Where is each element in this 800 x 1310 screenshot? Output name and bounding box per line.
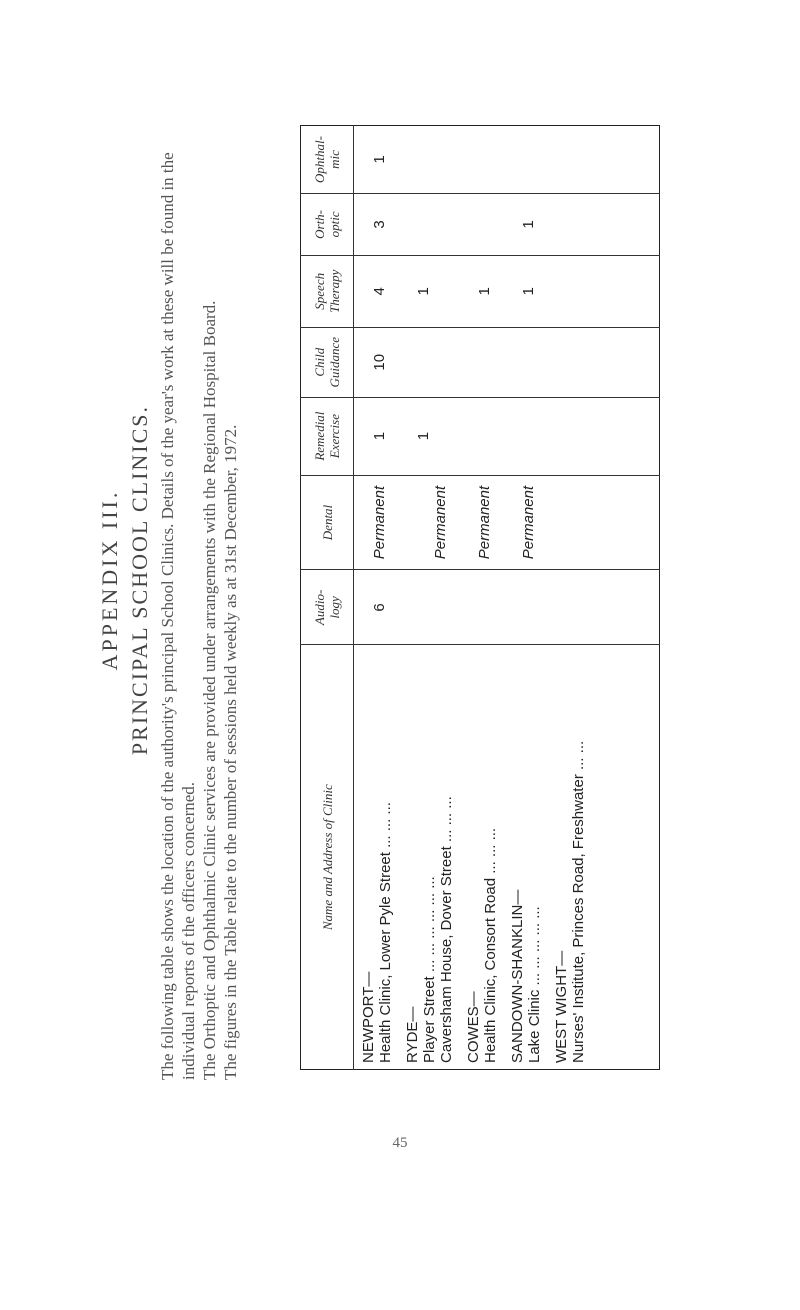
value-group [459, 328, 493, 397]
table-cell [432, 194, 449, 255]
table-cell [398, 570, 415, 644]
table-cell [459, 476, 476, 570]
table-cell: 3 [371, 220, 388, 229]
value-group [503, 194, 537, 255]
value-group [547, 328, 581, 397]
table-cell: Permanent [476, 485, 493, 560]
value-group [547, 476, 581, 570]
table-cell [432, 398, 449, 475]
clinic-group [509, 649, 543, 1063]
value-group [398, 194, 449, 255]
page-number: 45 [392, 1135, 408, 1151]
value-group [503, 570, 537, 644]
table-cell [354, 328, 371, 397]
header-audiology: Audio- logy [301, 570, 354, 645]
table-cell [415, 570, 432, 644]
table-cell [503, 476, 520, 570]
table-cell [354, 126, 371, 193]
table-cell [432, 126, 449, 193]
value-group [398, 328, 449, 397]
clinics-table [300, 125, 660, 1070]
table-cell [415, 328, 432, 397]
table-cell [459, 194, 476, 255]
value-group [547, 256, 581, 327]
table-cell [503, 328, 520, 397]
table-cell [476, 194, 493, 255]
table-cell [354, 570, 371, 644]
value-group [398, 126, 449, 193]
table-cell [398, 476, 415, 570]
page-title: PRINCIPAL SCHOOL CLINICS. [127, 404, 152, 756]
table-cell [547, 256, 564, 327]
value-group [398, 398, 449, 475]
table-cell [503, 256, 520, 327]
table-cell: 1 [520, 287, 537, 296]
dental-column [354, 475, 660, 570]
table-cell [547, 476, 564, 570]
clinic-town: COWES— [465, 991, 482, 1063]
table-cell [520, 398, 537, 475]
table-cell: 1 [415, 431, 432, 441]
table-cell [564, 476, 581, 570]
table-cell [520, 328, 537, 397]
clinic-group [553, 649, 587, 1063]
clinic-address: Health Clinic, Lower Pyle Street ... ... ... [377, 802, 394, 1063]
value-group [354, 194, 388, 255]
orthoptic-paragraph: The Orthoptic and Ophthalmic Clinic services are provided under arrangements with the Regional Hospital Board. [200, 300, 219, 1080]
clinic-address: Nurses' Institute, Princes Road, Freshwater ... ... [570, 740, 587, 1063]
table-cell [564, 126, 581, 193]
clinic-town: SANDOWN-SHANKLIN— [509, 889, 526, 1063]
table-cell [398, 398, 415, 475]
header-dental: Dental [301, 475, 354, 570]
table-cell [459, 126, 476, 193]
value-group [354, 126, 388, 193]
table-cell [476, 398, 493, 475]
value-group [398, 476, 449, 570]
table-cell [476, 570, 493, 644]
table-cell [564, 328, 581, 397]
value-group [547, 194, 581, 255]
table-cell [520, 570, 537, 644]
table-cell [547, 126, 564, 193]
table-cell: 10 [371, 353, 388, 371]
value-group [459, 194, 493, 255]
value-group [459, 256, 493, 327]
table-body-row [354, 126, 660, 1070]
clinic-town: WEST WIGHT— [553, 950, 570, 1063]
clinic-address: Health Clinic, Consort Road ... ... ... [482, 827, 499, 1063]
value-group [459, 398, 493, 475]
table-cell [547, 398, 564, 475]
table-cell: 4 [371, 287, 388, 296]
table-cell [476, 126, 493, 193]
table-cell [415, 476, 432, 570]
table-cell [354, 398, 371, 475]
clinic-names-column [354, 645, 660, 1070]
header-orthoptic: Orth- optic [301, 193, 354, 255]
table-cell [459, 398, 476, 475]
table-header-row [301, 126, 354, 1070]
table-cell: 1 [520, 220, 537, 229]
table-cell [503, 194, 520, 255]
value-group [354, 256, 388, 327]
table-cell [432, 570, 449, 644]
table-cell: 1 [415, 287, 432, 296]
clinic-address: Lake Clinic ... ... ... ... ... [526, 906, 543, 1063]
value-group [459, 476, 493, 570]
table-cell [459, 570, 476, 644]
table-cell [432, 256, 449, 327]
value-group [503, 328, 537, 397]
table-cell [564, 570, 581, 644]
table-cell: 1 [371, 431, 388, 441]
table-cell [415, 126, 432, 193]
value-group [398, 570, 449, 644]
clinic-address: Player Street ... ... ... ... ... ... [421, 876, 438, 1063]
value-group [503, 398, 537, 475]
clinic-town: RYDE— [404, 1006, 421, 1063]
table-cell [354, 194, 371, 255]
table-cell [547, 328, 564, 397]
clinic-group [360, 649, 394, 1063]
remedial-column [354, 397, 660, 475]
table-cell [564, 194, 581, 255]
table-cell: Permanent [520, 485, 537, 560]
header-speech: Speech Therapy [301, 255, 354, 327]
table-cell [354, 476, 371, 570]
header-remedial: Remedial Exercise [301, 397, 354, 475]
clinic-town: NEWPORT— [360, 971, 377, 1063]
table-cell [547, 570, 564, 644]
table-cell [564, 398, 581, 475]
value-group [354, 476, 388, 570]
speech-column [354, 255, 660, 327]
value-group [354, 570, 388, 644]
table-cell [520, 126, 537, 193]
table-cell [503, 398, 520, 475]
table-cell: 1 [476, 287, 493, 296]
audiology-column [354, 570, 660, 645]
table-cell [476, 328, 493, 397]
table-cell: Permanent [371, 485, 388, 560]
table-cell [398, 328, 415, 397]
table-cell [459, 256, 476, 327]
value-group [459, 126, 493, 193]
table-cell [503, 570, 520, 644]
appendix-heading: APPENDIX III. [97, 489, 122, 671]
table-cell: Permanent [432, 485, 449, 560]
header-name: Name and Address of Clinic [301, 645, 354, 1070]
value-group [547, 126, 581, 193]
table-cell: 6 [371, 603, 388, 612]
ophthalmic-column [354, 126, 660, 194]
orthoptic-column [354, 193, 660, 255]
value-group [459, 570, 493, 644]
table-cell [564, 256, 581, 327]
clinic-address: Caversham House, Dover Street ... ... ... [438, 796, 455, 1063]
value-group [503, 126, 537, 193]
table-cell [398, 126, 415, 193]
table-cell [459, 328, 476, 397]
value-group [547, 398, 581, 475]
table-cell [398, 256, 415, 327]
table-cell [432, 328, 449, 397]
clinic-group [465, 649, 499, 1063]
table-cell [503, 126, 520, 193]
rotated-page [95, 80, 665, 1080]
value-group [398, 256, 449, 327]
value-group [354, 398, 388, 475]
value-group [354, 328, 388, 397]
clinic-group [404, 649, 455, 1063]
header-ophthalmic: Ophthal- mic [301, 126, 354, 194]
value-group [503, 256, 537, 327]
child-guidance-column [354, 327, 660, 397]
value-group [503, 476, 537, 570]
table-cell [354, 256, 371, 327]
table-cell [415, 194, 432, 255]
header-child-guidance: Child Guidance [301, 327, 354, 397]
table-cell [398, 194, 415, 255]
value-group [547, 570, 581, 644]
intro-paragraph: The following table shows the location of the authority's principal School Clinics. Details of the year's work at these will be found in the individual reports of the officers concerned. [158, 152, 198, 1080]
figures-paragraph: The figures in the Table relate to the number of sessions held weekly as at 31st December, 1972. [221, 424, 240, 1080]
table-cell: 1 [371, 155, 388, 164]
table-cell [547, 194, 564, 255]
